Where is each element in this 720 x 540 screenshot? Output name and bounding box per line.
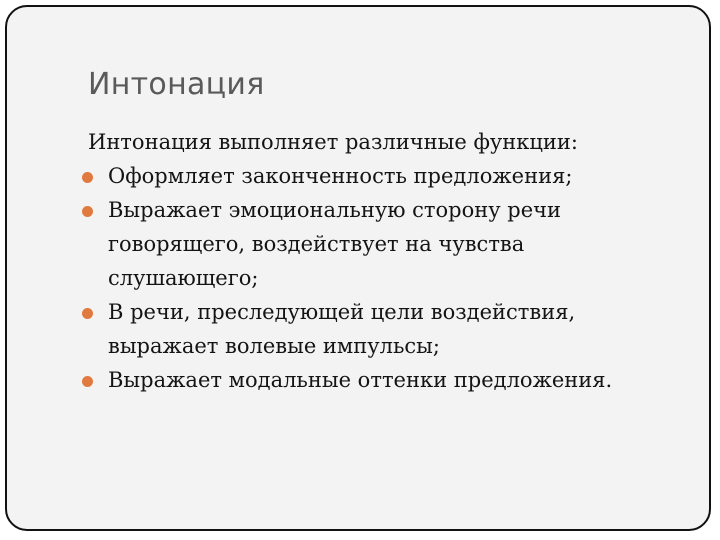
bullet-dot-icon: [82, 308, 93, 319]
bullet-item: [88, 295, 688, 363]
bullet-text: Выражает эмоциональную сторону речи говорящего, воздействует на чувства слушающего;: [108, 198, 562, 290]
slide-title: Интонация: [88, 67, 265, 102]
bullet-item: [88, 363, 688, 397]
bullet-item: [88, 159, 688, 193]
bullet-text: Выражает модальные оттенки предложения.: [108, 368, 613, 392]
bullet-text: В речи, преследующей цели воздействия, выражает волевые импульсы;: [108, 300, 576, 358]
bullet-dot-icon: [82, 172, 93, 183]
bullet-dot-icon: [82, 206, 93, 217]
bullet-list: [88, 159, 688, 397]
bullet-item: [88, 193, 688, 295]
bullet-text: Оформляет законченность предложения;: [108, 164, 573, 188]
slide-frame: [5, 5, 711, 531]
bullet-dot-icon: [82, 376, 93, 387]
slide-body: [88, 125, 688, 397]
intro-text: Интонация выполняет различные функции:: [88, 130, 578, 154]
